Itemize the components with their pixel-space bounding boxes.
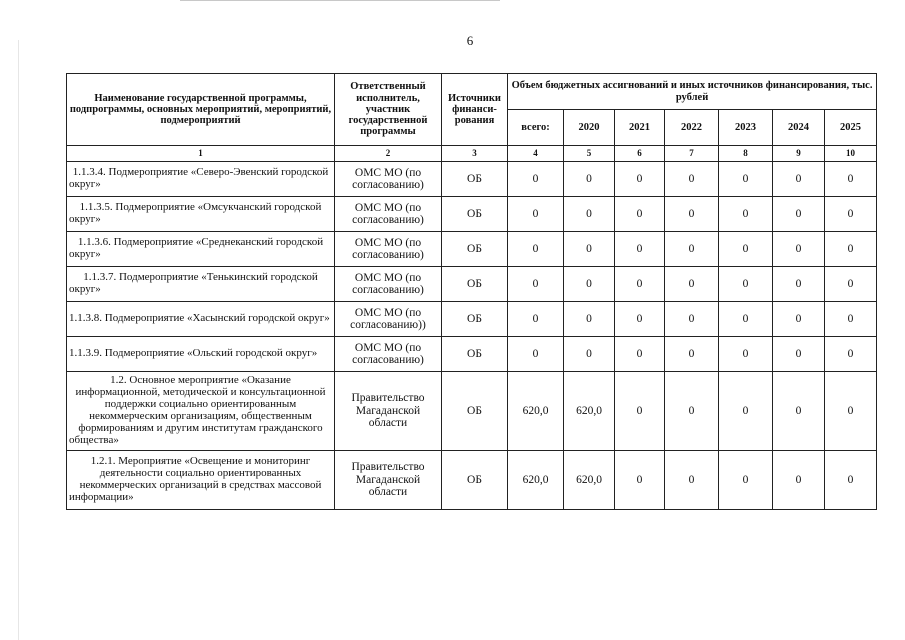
row-year-value: 0 <box>615 232 665 267</box>
row-source: ОБ <box>442 337 508 372</box>
row-total: 0 <box>508 337 564 372</box>
table-row <box>67 162 877 197</box>
row-year-value: 0 <box>564 162 615 197</box>
row-responsible: ОМС МО (по согласованию)) <box>335 302 442 337</box>
header-year: 2024 <box>773 110 825 146</box>
header-year: 2025 <box>825 110 877 146</box>
row-responsible: ОМС МО (по согласованию) <box>335 232 442 267</box>
header-total: всего: <box>508 110 564 146</box>
row-total: 0 <box>508 197 564 232</box>
scan-top-edge <box>180 0 500 1</box>
header-year: 2020 <box>564 110 615 146</box>
row-total: 0 <box>508 232 564 267</box>
header-year: 2021 <box>615 110 665 146</box>
row-year-value: 0 <box>564 337 615 372</box>
row-year-value: 0 <box>665 162 719 197</box>
row-year-value: 0 <box>719 337 773 372</box>
column-number-row <box>67 146 877 162</box>
row-year-value: 0 <box>825 372 877 451</box>
row-year-value: 0 <box>564 232 615 267</box>
row-total: 0 <box>508 162 564 197</box>
row-year-value: 0 <box>773 162 825 197</box>
table-row <box>67 337 877 372</box>
row-year-value: 620,0 <box>564 451 615 510</box>
column-number: 1 <box>67 146 335 162</box>
row-name: 1.2.1. Мероприятие «Освещение и мониторинг деятельности социально ориентированных некоммерческих организаций в средствах массовой информации» <box>67 451 335 510</box>
table-row <box>67 197 877 232</box>
row-year-value: 0 <box>825 451 877 510</box>
row-year-value: 0 <box>719 232 773 267</box>
header-responsible: Ответственный исполнитель, участник государственной программы <box>335 74 442 146</box>
row-year-value: 0 <box>615 337 665 372</box>
column-number: 4 <box>508 146 564 162</box>
row-year-value: 0 <box>773 302 825 337</box>
column-number: 6 <box>615 146 665 162</box>
table-row <box>67 302 877 337</box>
row-year-value: 0 <box>615 197 665 232</box>
row-year-value: 0 <box>825 337 877 372</box>
row-responsible: ОМС МО (по согласованию) <box>335 267 442 302</box>
header-name: Наименование государственной программы, подпрограммы, основных мероприятий, мероприятий, подмероприятий <box>67 74 335 146</box>
table-body <box>67 162 877 510</box>
row-year-value: 0 <box>665 197 719 232</box>
row-name: 1.1.3.9. Подмероприятие «Ольский городской округ» <box>67 337 335 372</box>
column-number: 2 <box>335 146 442 162</box>
row-total: 0 <box>508 302 564 337</box>
row-year-value: 0 <box>773 267 825 302</box>
row-year-value: 0 <box>825 302 877 337</box>
row-year-value: 0 <box>564 302 615 337</box>
row-name: 1.1.3.4. Подмероприятие «Северо-Эвенский городской округ» <box>67 162 335 197</box>
row-year-value: 0 <box>773 372 825 451</box>
row-year-value: 0 <box>615 267 665 302</box>
budget-table <box>66 73 877 510</box>
row-year-value: 0 <box>719 197 773 232</box>
column-number: 8 <box>719 146 773 162</box>
row-name: 1.1.3.6. Подмероприятие «Среднеканский городской округ» <box>67 232 335 267</box>
row-year-value: 0 <box>773 197 825 232</box>
row-year-value: 0 <box>615 372 665 451</box>
row-responsible: Правительство Магаданской области <box>335 451 442 510</box>
header-sources: Источники финанси-рования <box>442 74 508 146</box>
row-year-value: 0 <box>719 451 773 510</box>
row-year-value: 0 <box>773 451 825 510</box>
row-year-value: 0 <box>719 302 773 337</box>
column-number: 3 <box>442 146 508 162</box>
row-year-value: 0 <box>719 162 773 197</box>
row-year-value: 0 <box>615 451 665 510</box>
row-year-value: 0 <box>665 451 719 510</box>
row-year-value: 0 <box>825 197 877 232</box>
row-year-value: 0 <box>825 232 877 267</box>
row-source: ОБ <box>442 197 508 232</box>
row-year-value: 0 <box>773 232 825 267</box>
column-number: 7 <box>665 146 719 162</box>
row-responsible: ОМС МО (по согласованию) <box>335 337 442 372</box>
page-number: 6 <box>466 33 474 48</box>
row-year-value: 0 <box>615 162 665 197</box>
column-number: 10 <box>825 146 877 162</box>
row-year-value: 0 <box>564 267 615 302</box>
row-responsible: ОМС МО (по согласованию) <box>335 162 442 197</box>
row-source: ОБ <box>442 372 508 451</box>
row-source: ОБ <box>442 267 508 302</box>
row-year-value: 0 <box>719 267 773 302</box>
header-year: 2023 <box>719 110 773 146</box>
row-name: 1.1.3.7. Подмероприятие «Тенькинский городской округ» <box>67 267 335 302</box>
row-source: ОБ <box>442 162 508 197</box>
row-responsible: Правительство Магаданской области <box>335 372 442 451</box>
row-name: 1.2. Основное мероприятие «Оказание информационной, методической и консультационной поддержки социально ориентированным некоммерческим организациям, общественным формированиям и другим институтам гражданского общества» <box>67 372 335 451</box>
header-year: 2022 <box>665 110 719 146</box>
row-year-value: 0 <box>719 372 773 451</box>
row-year-value: 0 <box>564 197 615 232</box>
row-year-value: 0 <box>825 162 877 197</box>
row-name: 1.1.3.8. Подмероприятие «Хасынский городской округ» <box>67 302 335 337</box>
row-year-value: 0 <box>665 372 719 451</box>
row-source: ОБ <box>442 302 508 337</box>
row-year-value: 0 <box>615 302 665 337</box>
table-row <box>67 372 877 451</box>
scan-left-edge <box>18 40 19 640</box>
header-budget: Объем бюджетных ассигнований и иных источников финансирования, тыс. рублей <box>508 74 877 110</box>
table-row <box>67 232 877 267</box>
row-source: ОБ <box>442 232 508 267</box>
row-year-value: 0 <box>773 337 825 372</box>
row-year-value: 0 <box>665 302 719 337</box>
row-year-value: 0 <box>665 232 719 267</box>
row-total: 620,0 <box>508 372 564 451</box>
row-year-value: 0 <box>825 267 877 302</box>
row-responsible: ОМС МО (по согласованию) <box>335 197 442 232</box>
row-source: ОБ <box>442 451 508 510</box>
row-year-value: 0 <box>665 337 719 372</box>
row-name: 1.1.3.5. Подмероприятие «Омсукчанский городской округ» <box>67 197 335 232</box>
row-total: 620,0 <box>508 451 564 510</box>
table-row <box>67 267 877 302</box>
column-number: 9 <box>773 146 825 162</box>
row-total: 0 <box>508 267 564 302</box>
row-year-value: 0 <box>665 267 719 302</box>
table-row <box>67 451 877 510</box>
column-number: 5 <box>564 146 615 162</box>
row-year-value: 620,0 <box>564 372 615 451</box>
